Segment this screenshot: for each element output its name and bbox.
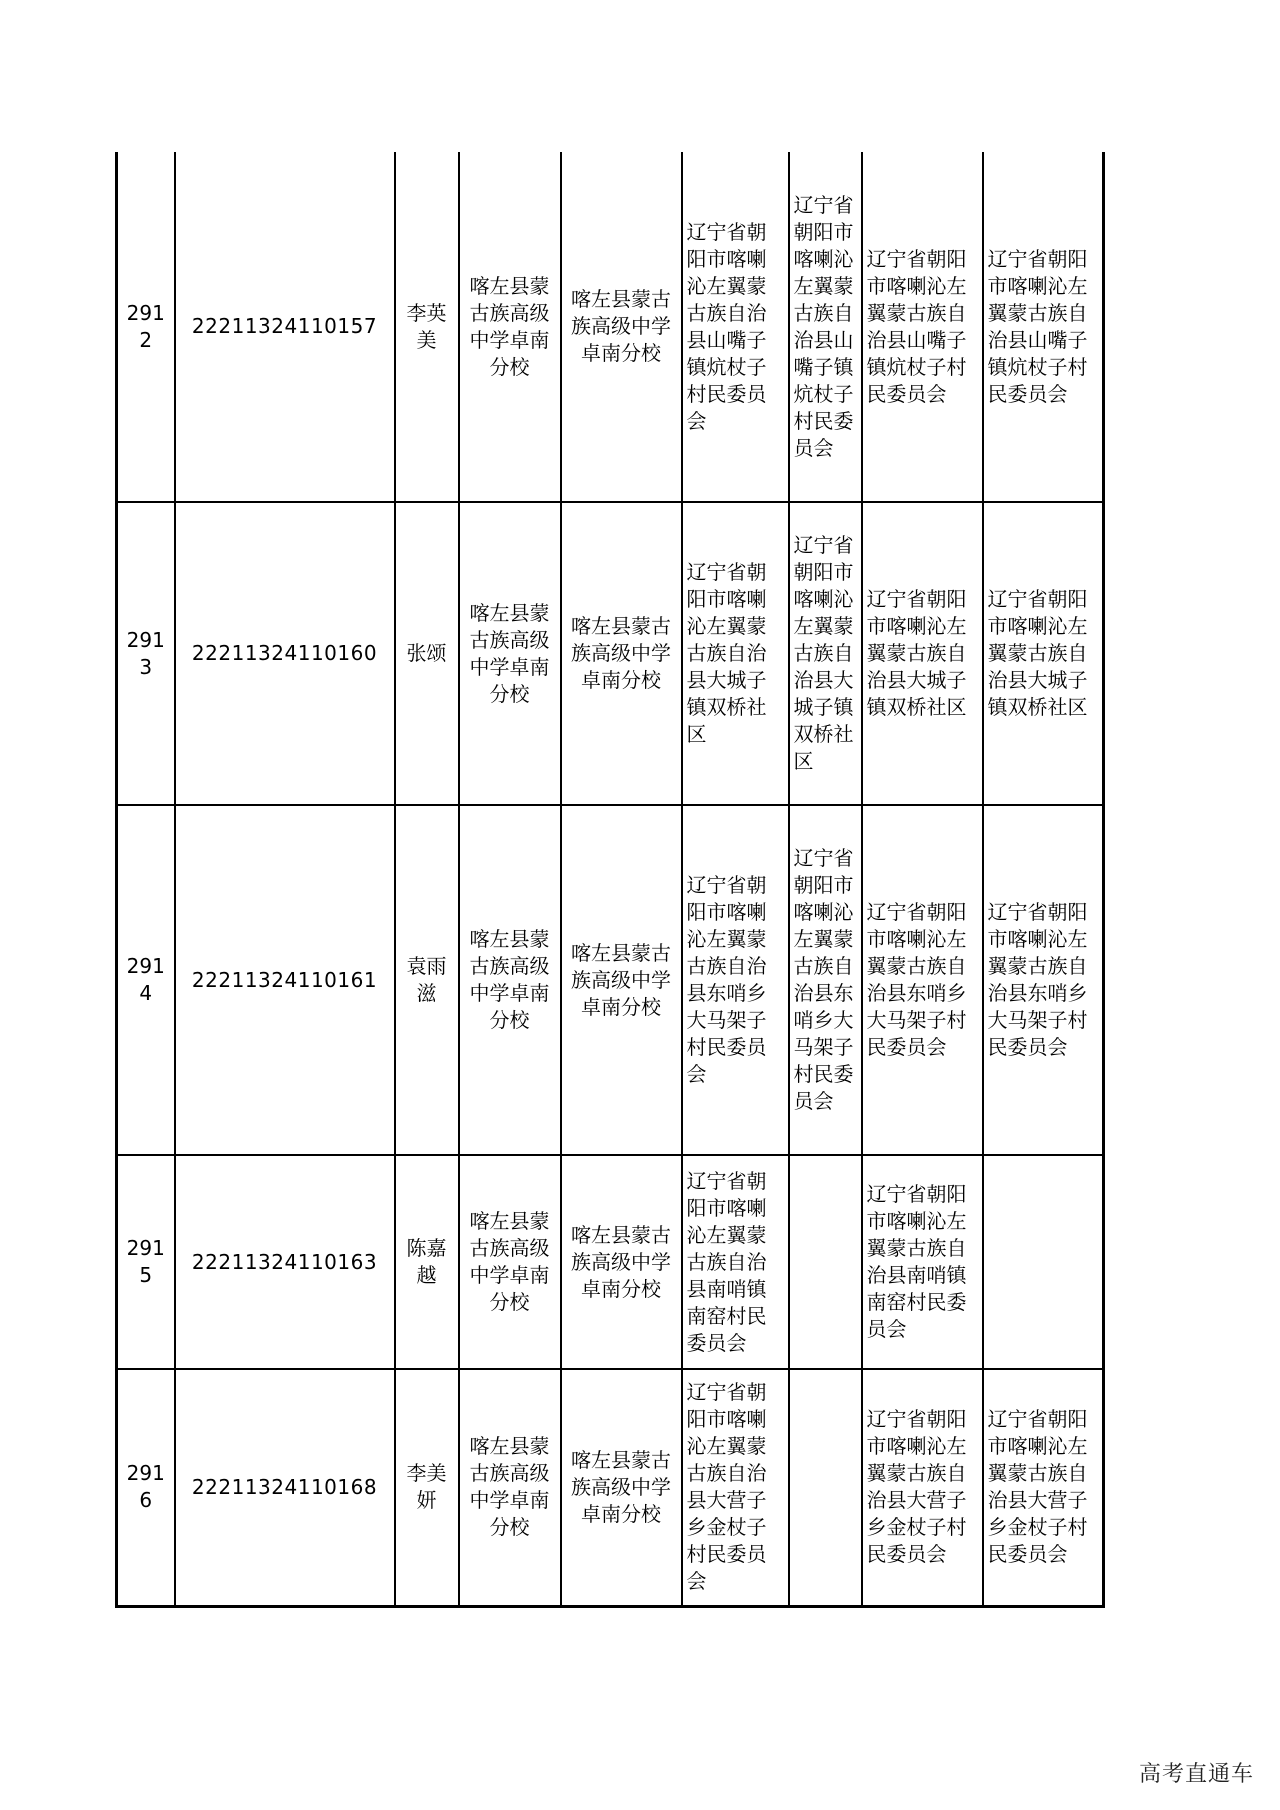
graduate-school-cell: 喀左县蒙古族高级中学卓南分校 xyxy=(561,1155,682,1369)
graduate-school-cell: 喀左县蒙古族高级中学卓南分校 xyxy=(561,502,682,805)
address-cell: 辽宁省朝阳市喀喇沁左翼蒙古族自治县大城子镇双桥社区 xyxy=(789,502,862,805)
exam-id-cell: 22211324110157 xyxy=(175,152,395,502)
graduate-school-cell: 喀左县蒙古族高级中学卓南分校 xyxy=(561,1369,682,1606)
exam-id-cell: 22211324110168 xyxy=(175,1369,395,1606)
name-cell: 李英美 xyxy=(395,152,459,502)
address-cell: 辽宁省朝阳市喀喇沁左翼蒙古族自治县东哨乡大马架子村民委员会 xyxy=(789,805,862,1155)
address-cell: 辽宁省朝阳市喀喇沁左翼蒙古族自治县大营子乡金杖子村民委员会 xyxy=(983,1369,1104,1606)
table-row xyxy=(117,502,1104,805)
name-cell: 陈嘉越 xyxy=(395,1155,459,1369)
address-cell: 辽宁省朝阳市喀喇沁左翼蒙古族自治县南哨镇南窑村民委员会 xyxy=(862,1155,983,1369)
table-row xyxy=(117,152,1104,502)
address-cell xyxy=(789,1369,862,1606)
seq-cell: 2912 xyxy=(117,152,175,502)
seq-cell: 2916 xyxy=(117,1369,175,1606)
name-cell: 李美妍 xyxy=(395,1369,459,1606)
address-cell: 辽宁省朝阳市喀喇沁左翼蒙古族自治县大城子镇双桥社区 xyxy=(682,502,789,805)
exam-id-cell: 22211324110163 xyxy=(175,1155,395,1369)
graduate-school-cell: 喀左县蒙古族高级中学卓南分校 xyxy=(561,805,682,1155)
table-row xyxy=(117,805,1104,1155)
address-cell: 辽宁省朝阳市喀喇沁左翼蒙古族自治县南哨镇南窑村民委员会 xyxy=(682,1155,789,1369)
school-cell: 喀左县蒙古族高级中学卓南分校 xyxy=(459,1369,561,1606)
school-cell: 喀左县蒙古族高级中学卓南分校 xyxy=(459,805,561,1155)
seq-cell: 2915 xyxy=(117,1155,175,1369)
table-row xyxy=(117,1369,1104,1606)
seq-cell: 2913 xyxy=(117,502,175,805)
school-cell: 喀左县蒙古族高级中学卓南分校 xyxy=(459,1155,561,1369)
address-cell: 辽宁省朝阳市喀喇沁左翼蒙古族自治县东哨乡大马架子村民委员会 xyxy=(682,805,789,1155)
address-cell: 辽宁省朝阳市喀喇沁左翼蒙古族自治县山嘴子镇炕杖子村民委员会 xyxy=(682,152,789,502)
exam-id-cell: 22211324110161 xyxy=(175,805,395,1155)
student-roster-table xyxy=(115,152,1105,1608)
name-cell: 袁雨滋 xyxy=(395,805,459,1155)
exam-id-cell: 22211324110160 xyxy=(175,502,395,805)
address-cell xyxy=(789,1155,862,1369)
address-cell: 辽宁省朝阳市喀喇沁左翼蒙古族自治县大营子乡金杖子村民委员会 xyxy=(862,1369,983,1606)
address-cell: 辽宁省朝阳市喀喇沁左翼蒙古族自治县山嘴子镇炕杖子村民委员会 xyxy=(983,152,1104,502)
watermark-text: 高考直通车 xyxy=(1138,1762,1254,1787)
graduate-school-cell: 喀左县蒙古族高级中学卓南分校 xyxy=(561,152,682,502)
address-cell: 辽宁省朝阳市喀喇沁左翼蒙古族自治县山嘴子镇炕杖子村民委员会 xyxy=(789,152,862,502)
school-cell: 喀左县蒙古族高级中学卓南分校 xyxy=(459,152,561,502)
address-cell: 辽宁省朝阳市喀喇沁左翼蒙古族自治县大城子镇双桥社区 xyxy=(862,502,983,805)
address-cell: 辽宁省朝阳市喀喇沁左翼蒙古族自治县大城子镇双桥社区 xyxy=(983,502,1104,805)
table-row xyxy=(117,1155,1104,1369)
name-cell: 张颂 xyxy=(395,502,459,805)
address-cell: 辽宁省朝阳市喀喇沁左翼蒙古族自治县山嘴子镇炕杖子村民委员会 xyxy=(862,152,983,502)
address-cell: 辽宁省朝阳市喀喇沁左翼蒙古族自治县大营子乡金杖子村民委员会 xyxy=(682,1369,789,1606)
address-cell xyxy=(983,1155,1104,1369)
school-cell: 喀左县蒙古族高级中学卓南分校 xyxy=(459,502,561,805)
address-cell: 辽宁省朝阳市喀喇沁左翼蒙古族自治县东哨乡大马架子村民委员会 xyxy=(862,805,983,1155)
seq-cell: 2914 xyxy=(117,805,175,1155)
address-cell: 辽宁省朝阳市喀喇沁左翼蒙古族自治县东哨乡大马架子村民委员会 xyxy=(983,805,1104,1155)
